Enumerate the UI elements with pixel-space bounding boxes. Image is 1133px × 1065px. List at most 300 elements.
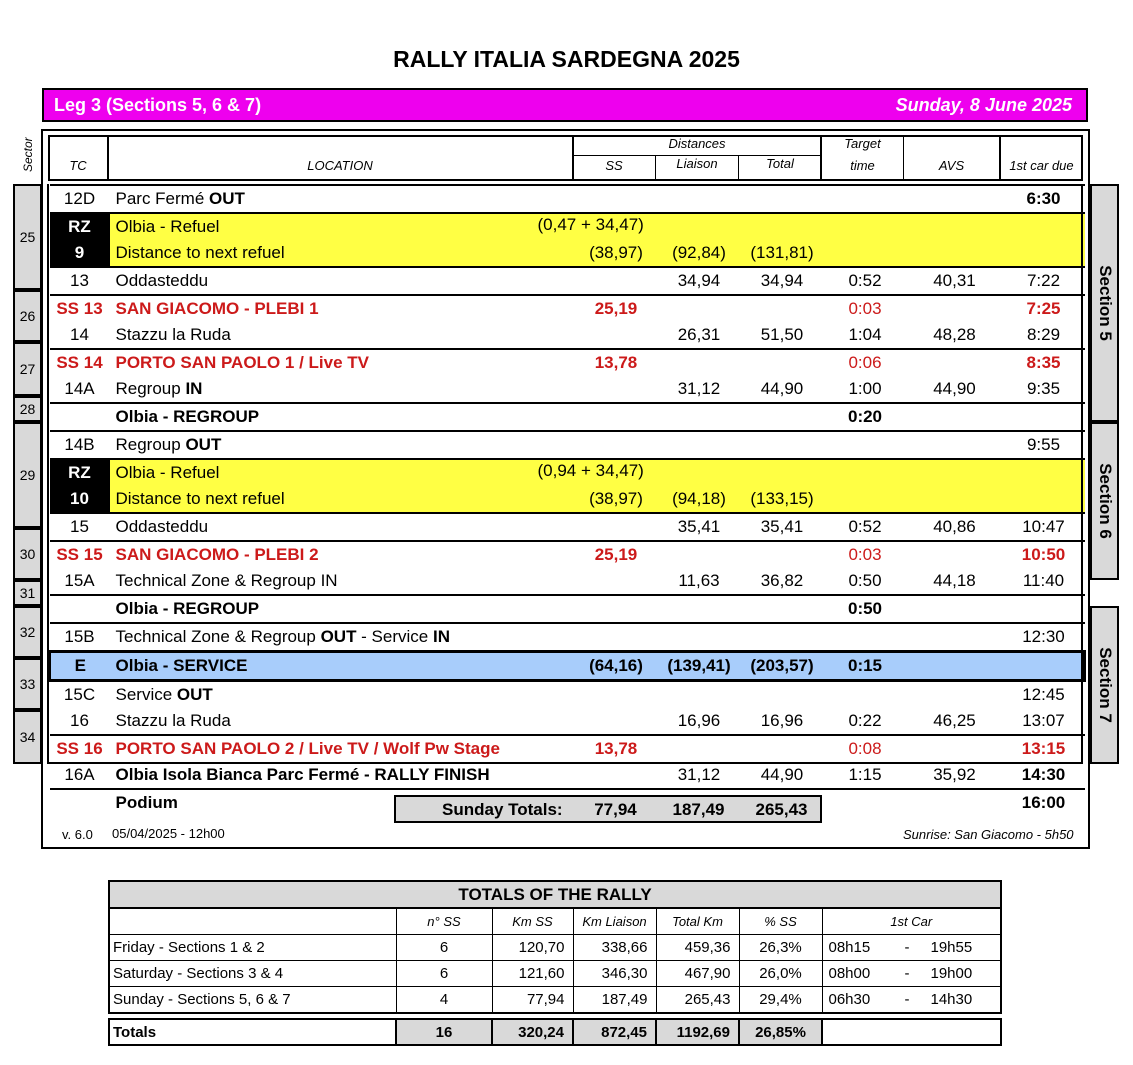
schedule-table xyxy=(48,184,1086,816)
cell-total xyxy=(741,295,824,322)
cell-liaison xyxy=(658,213,741,240)
total-km: 265,43 xyxy=(656,987,739,1014)
cell-first-car xyxy=(1003,459,1085,486)
sunday-totals xyxy=(394,795,822,823)
cell-tc: SS 14 xyxy=(50,349,110,376)
cell-first-car: 9:35 xyxy=(1026,379,1061,398)
cell-total xyxy=(741,735,824,762)
cell-location xyxy=(110,708,575,735)
first-car-window xyxy=(822,961,1001,987)
cell-liaison xyxy=(658,595,741,623)
rally-totals-sum xyxy=(108,1018,1002,1046)
total-km: 467,90 xyxy=(656,961,739,987)
total-header: Total xyxy=(766,156,794,171)
cell-target: 0:06 xyxy=(824,349,907,376)
cell-total xyxy=(741,459,824,486)
km-ss: 120,70 xyxy=(492,935,573,961)
location-bold: OUT xyxy=(185,435,222,454)
cell-target: 0:03 xyxy=(824,541,907,568)
cell-first-car: 8:29 xyxy=(1026,325,1061,344)
cell-liaison: 31,12 xyxy=(677,379,721,398)
table-row xyxy=(50,513,1085,541)
location-text: SAN GIACOMO - PLEBI 1 xyxy=(115,299,319,318)
totals-label: Totals xyxy=(109,1019,396,1045)
first-car-from: 06h30 xyxy=(828,991,871,1008)
sector-26: 26 xyxy=(13,290,42,342)
totals-kmss: 320,24 xyxy=(492,1019,573,1045)
day-label: Friday - Sections 1 & 2 xyxy=(109,935,396,961)
cell-tc: 14A xyxy=(64,379,95,398)
cell-total: 16,96 xyxy=(760,711,804,730)
cell-total xyxy=(741,541,824,568)
table-row xyxy=(50,568,1085,595)
cell-target: 1:15 xyxy=(848,765,882,784)
cell-avs xyxy=(907,789,1003,816)
cell-tc: 10 xyxy=(50,486,110,513)
cell-target: 1:04 xyxy=(848,325,882,344)
cell-ss xyxy=(575,681,658,709)
cell-ss: 13,78 xyxy=(575,349,658,376)
cell-avs xyxy=(907,403,1003,431)
cell-total: 34,94 xyxy=(741,267,824,295)
cell-liaison: 11,63 xyxy=(678,571,720,590)
col-nss: n° SS xyxy=(396,908,492,935)
first-car-dash: - xyxy=(904,965,910,982)
cell-location xyxy=(110,595,575,623)
cell-total xyxy=(741,431,824,459)
cell-ss: (38,97) xyxy=(575,240,658,267)
cell-tc: RZ xyxy=(50,459,110,486)
cell-target xyxy=(824,459,907,486)
pct-ss: 26,3% xyxy=(739,935,822,961)
cell-tc: 16 xyxy=(70,711,89,730)
n-ss: 4 xyxy=(396,987,492,1014)
cell-target xyxy=(824,213,907,240)
cell-liaison xyxy=(658,431,741,459)
location-bold: IN xyxy=(432,627,450,646)
table-row xyxy=(109,961,1001,987)
cell-target xyxy=(824,240,907,267)
cell-target: 0:03 xyxy=(824,295,907,322)
cell-first-car: 8:35 xyxy=(1003,349,1085,376)
first-car-dash: - xyxy=(904,991,910,1008)
sunrise: Sunrise: San Giacomo - 5h50 xyxy=(903,827,1074,842)
cell-total: 36,82 xyxy=(760,571,804,590)
cell-ss: 13,78 xyxy=(575,735,658,762)
table-row xyxy=(109,987,1001,1014)
cell-liaison xyxy=(658,459,741,486)
table-row xyxy=(50,267,1085,295)
table-row xyxy=(50,762,1085,789)
cell-total: (203,57) xyxy=(741,652,824,681)
cell-location xyxy=(110,376,575,403)
cell-avs xyxy=(907,541,1003,568)
location-text: Stazzu la Ruda xyxy=(115,325,231,344)
cell-avs: 44,18 xyxy=(933,571,976,590)
location-text: PORTO SAN PAOLO 2 / Live TV / Wolf Pw Stage xyxy=(115,739,500,758)
cell-total xyxy=(741,681,824,709)
cell-tc: 9 xyxy=(50,240,110,267)
location-text: Technical Zone & Regroup xyxy=(115,627,321,646)
cell-avs xyxy=(907,486,1003,513)
cell-tc: 15B xyxy=(50,623,110,652)
table-row xyxy=(50,349,1085,376)
col-pct: % SS xyxy=(739,908,822,935)
cell-total: (133,15) xyxy=(741,486,824,513)
cell-ss xyxy=(575,595,658,623)
cell-target xyxy=(824,486,907,513)
first-car-to: 14h30 xyxy=(930,991,973,1008)
cell-tc xyxy=(50,595,110,623)
cell-liaison xyxy=(658,735,741,762)
table-row xyxy=(50,623,1085,652)
cell-target: 0:20 xyxy=(824,403,907,431)
version-date: 05/04/2025 - 12h00 xyxy=(112,826,225,841)
location-text: Regroup xyxy=(115,379,186,398)
location-text: Technical Zone & Regroup IN xyxy=(115,571,338,590)
cell-first-car: 13:15 xyxy=(1003,735,1085,762)
first-car-from: 08h15 xyxy=(828,939,871,956)
cell-first-car xyxy=(1003,486,1085,513)
rally-totals-table xyxy=(108,880,1002,1014)
cell-first-car xyxy=(1003,213,1085,240)
day-label: Sunday - Sections 5, 6 & 7 xyxy=(109,987,396,1014)
cell-tc: 16A xyxy=(64,765,95,784)
location-text: Distance to next refuel xyxy=(115,243,285,262)
cell-tc: SS 13 xyxy=(50,295,110,322)
refuel-distances: (0,47 + 34,47) xyxy=(537,215,644,234)
cell-avs xyxy=(907,431,1003,459)
cell-avs: 40,86 xyxy=(907,513,1003,541)
location-text: Service xyxy=(115,685,177,704)
cell-liaison xyxy=(658,185,741,213)
sunday-totals-ss: 77,94 xyxy=(594,800,637,819)
target-header-2: time xyxy=(850,158,875,173)
cell-ss xyxy=(575,568,658,595)
version: v. 6.0 xyxy=(62,827,93,842)
cell-first-car: 6:30 xyxy=(1003,185,1085,213)
cell-tc: 15C xyxy=(50,681,110,709)
cell-liaison xyxy=(658,349,741,376)
location-text: Olbia - Refuel xyxy=(115,463,220,482)
table-row xyxy=(50,403,1085,431)
cell-ss: (38,97) xyxy=(575,486,658,513)
cell-tc: 13 xyxy=(50,267,110,295)
first-car-dash: - xyxy=(904,939,910,956)
table-row xyxy=(50,708,1085,735)
tc-header: TC xyxy=(69,158,87,173)
location-text: Regroup xyxy=(115,435,186,454)
location-text: SAN GIACOMO - PLEBI 2 xyxy=(115,545,319,564)
km-ss: 77,94 xyxy=(492,987,573,1014)
cell-liaison: 31,12 xyxy=(677,765,721,784)
location-text: Olbia Isola Bianca Parc Fermé - RALLY FINISH xyxy=(115,765,490,784)
cell-liaison xyxy=(658,623,741,652)
cell-first-car: 16:00 xyxy=(1003,789,1085,816)
pct-ss: 29,4% xyxy=(739,987,822,1014)
cell-target: 0:08 xyxy=(824,735,907,762)
cell-ss xyxy=(575,708,658,735)
cell-location xyxy=(110,213,644,240)
cell-first-car: 7:22 xyxy=(1003,267,1085,295)
cell-avs: 44,90 xyxy=(933,379,976,398)
cell-total xyxy=(741,403,824,431)
location-bold: IN xyxy=(185,379,203,398)
cell-first-car: 13:07 xyxy=(1022,711,1065,730)
cell-ss xyxy=(575,376,658,403)
location-text: Stazzu la Ruda xyxy=(115,711,231,730)
cell-target: 0:50 xyxy=(848,571,882,590)
location-header: LOCATION xyxy=(307,158,373,173)
cell-tc: RZ xyxy=(50,213,110,240)
cell-avs xyxy=(907,623,1003,652)
leg-date: Sunday, 8 June 2025 xyxy=(895,95,1072,115)
first-car-window xyxy=(822,987,1001,1014)
cell-location xyxy=(110,735,575,762)
refuel-distances: (0,94 + 34,47) xyxy=(537,461,644,480)
table-row xyxy=(50,376,1085,403)
distances-header: Distances xyxy=(668,136,726,151)
km-liaison: 346,30 xyxy=(573,961,656,987)
table-row xyxy=(50,213,1085,240)
cell-location xyxy=(110,349,575,376)
cell-liaison: (139,41) xyxy=(658,652,741,681)
page-title: RALLY ITALIA SARDEGNA 2025 xyxy=(393,46,740,72)
cell-location xyxy=(110,185,575,213)
cell-avs: 40,31 xyxy=(907,267,1003,295)
cell-tc xyxy=(50,403,110,431)
cell-liaison: (94,18) xyxy=(658,486,741,513)
section-6: Section 6 xyxy=(1090,422,1119,580)
ss-header: SS xyxy=(605,158,623,173)
cell-first-car: 10:47 xyxy=(1003,513,1085,541)
cell-avs xyxy=(907,240,1003,267)
sunday-totals-liaison: 187,49 xyxy=(672,800,725,819)
cell-total: 51,50 xyxy=(760,325,804,344)
sector-31: 31 xyxy=(13,580,42,606)
table-row xyxy=(50,595,1085,623)
cell-tc: 12D xyxy=(50,185,110,213)
first-car-to: 19h55 xyxy=(930,939,973,956)
totals-pct: 26,85% xyxy=(739,1019,822,1045)
cell-total xyxy=(741,349,824,376)
totals-nss: 16 xyxy=(396,1019,492,1045)
avs-header: AVS xyxy=(938,158,965,173)
table-row xyxy=(109,935,1001,961)
location-text: Olbia - SERVICE xyxy=(115,656,248,675)
cell-total: 44,90 xyxy=(760,765,804,784)
location-text: Oddasteddu xyxy=(115,271,209,290)
col-firstcar: 1st Car xyxy=(822,908,1001,935)
cell-target: 0:50 xyxy=(824,595,907,623)
cell-target: 1:00 xyxy=(848,379,882,398)
sector-header: Sector xyxy=(21,137,35,172)
cell-first-car xyxy=(1003,595,1085,623)
cell-ss: 25,19 xyxy=(575,541,658,568)
location-text: - Service xyxy=(356,627,433,646)
cell-target xyxy=(824,431,907,459)
location-text: Olbia - REGROUP xyxy=(115,599,260,618)
cell-liaison: 16,96 xyxy=(677,711,721,730)
cell-total xyxy=(741,595,824,623)
cell-total: 35,41 xyxy=(741,513,824,541)
sector-27: 27 xyxy=(13,342,42,396)
cell-target: 0:22 xyxy=(848,711,882,730)
cell-ss xyxy=(575,267,658,295)
cell-location xyxy=(110,623,575,652)
km-liaison: 187,49 xyxy=(573,987,656,1014)
sunday-totals-label: Sunday Totals: xyxy=(442,800,563,819)
sector-30: 30 xyxy=(13,528,42,580)
location-bold: OUT xyxy=(176,685,213,704)
col-kml: Km Liaison xyxy=(573,908,656,935)
cell-liaison: 34,94 xyxy=(658,267,741,295)
pct-ss: 26,0% xyxy=(739,961,822,987)
location-bold: OUT xyxy=(320,627,357,646)
cell-location xyxy=(110,681,575,709)
cell-location xyxy=(110,322,575,349)
table-row xyxy=(50,459,1085,486)
cell-target xyxy=(824,681,907,709)
cell-location xyxy=(110,541,575,568)
first-car-from: 08h00 xyxy=(828,965,871,982)
location-text: Parc Fermé xyxy=(115,189,210,208)
cell-location xyxy=(110,486,575,513)
location-text: Distance to next refuel xyxy=(115,489,285,508)
km-liaison: 338,66 xyxy=(573,935,656,961)
cell-first-car: 10:50 xyxy=(1003,541,1085,568)
cell-location xyxy=(110,431,575,459)
cell-ss: (64,16) xyxy=(575,652,658,681)
sector-34: 34 xyxy=(13,710,42,764)
leg-label: Leg 3 (Sections 5, 6 & 7) xyxy=(54,95,262,115)
location-text: Podium xyxy=(115,793,178,812)
sector-33: 33 xyxy=(13,658,42,710)
cell-liaison: 26,31 xyxy=(677,325,721,344)
cell-avs: 35,92 xyxy=(933,765,976,784)
cell-tc: 15A xyxy=(64,571,95,590)
cell-target xyxy=(824,185,907,213)
totals-tot: 1192,69 xyxy=(656,1019,739,1045)
target-header-1: Target xyxy=(844,136,881,151)
sector-32: 32 xyxy=(13,606,42,658)
location-text: Oddasteddu xyxy=(115,517,209,536)
cell-ss xyxy=(575,185,658,213)
cell-total xyxy=(741,623,824,652)
cell-avs: 46,25 xyxy=(933,711,976,730)
table-row xyxy=(50,322,1085,349)
cell-location xyxy=(110,240,575,267)
cell-avs xyxy=(907,735,1003,762)
sector-28: 28 xyxy=(13,396,42,422)
cell-first-car: 7:25 xyxy=(1003,295,1085,322)
cell-location xyxy=(110,295,575,322)
table-row xyxy=(50,240,1085,267)
table-right-border xyxy=(1081,184,1083,764)
location-text: Olbia - REGROUP xyxy=(115,407,260,426)
first-car-window xyxy=(822,935,1001,961)
cell-target: 0:52 xyxy=(824,267,907,295)
cell-tc: 15 xyxy=(50,513,110,541)
cell-location xyxy=(110,267,575,295)
cell-liaison xyxy=(658,295,741,322)
totals-kml: 872,45 xyxy=(573,1019,656,1045)
cell-avs: 48,28 xyxy=(933,325,976,344)
liaison-header: Liaison xyxy=(676,156,718,171)
cell-tc: E xyxy=(50,652,110,681)
col-totkm: Total Km xyxy=(656,908,739,935)
cell-first-car: 14:30 xyxy=(1021,765,1066,784)
table-row xyxy=(50,486,1085,513)
cell-liaison: (92,84) xyxy=(658,240,741,267)
cell-avs xyxy=(907,459,1003,486)
first-car-header: 1st car due xyxy=(1009,158,1074,173)
cell-avs xyxy=(907,185,1003,213)
cell-avs xyxy=(907,681,1003,709)
day-label: Saturday - Sections 3 & 4 xyxy=(109,961,396,987)
cell-total: (131,81) xyxy=(741,240,824,267)
sector-29: 29 xyxy=(13,422,42,528)
cell-tc: 14 xyxy=(70,325,89,344)
cell-liaison: 35,41 xyxy=(658,513,741,541)
cell-tc: SS 15 xyxy=(50,541,110,568)
cell-ss: 25,19 xyxy=(575,295,658,322)
cell-location xyxy=(110,762,575,789)
cell-total xyxy=(741,185,824,213)
cell-ss xyxy=(575,513,658,541)
table-left-border xyxy=(47,184,49,764)
cell-liaison xyxy=(658,681,741,709)
table-bottom-border xyxy=(47,762,1083,764)
location-text: PORTO SAN PAOLO 1 / Live TV xyxy=(115,353,369,372)
cell-ss xyxy=(575,623,658,652)
sunday-totals-total: 265,43 xyxy=(755,800,808,819)
cell-target xyxy=(824,623,907,652)
cell-target: 0:15 xyxy=(824,652,907,681)
cell-avs xyxy=(907,595,1003,623)
leg-bar xyxy=(42,88,1088,122)
cell-ss xyxy=(575,762,658,789)
n-ss: 6 xyxy=(396,961,492,987)
cell-location xyxy=(110,568,575,595)
table-row xyxy=(50,681,1085,709)
cell-tc xyxy=(50,789,110,816)
section-5: Section 5 xyxy=(1090,184,1119,422)
location-text: Olbia - Refuel xyxy=(115,217,220,236)
table-row xyxy=(50,541,1085,568)
col-kmss: Km SS xyxy=(492,908,573,935)
cell-total: 44,90 xyxy=(760,379,804,398)
table-row xyxy=(50,185,1085,213)
table-row xyxy=(50,431,1085,459)
first-car-to: 19h00 xyxy=(930,965,973,982)
n-ss: 6 xyxy=(396,935,492,961)
cell-avs xyxy=(907,349,1003,376)
cell-location xyxy=(110,459,644,486)
rally-totals-title: TOTALS OF THE RALLY xyxy=(109,881,1001,908)
cell-first-car: 11:40 xyxy=(1022,571,1065,590)
cell-avs xyxy=(907,295,1003,322)
cell-tc: SS 16 xyxy=(50,735,110,762)
table-row xyxy=(50,652,1085,681)
cell-first-car: 12:30 xyxy=(1003,623,1085,652)
cell-ss xyxy=(575,431,658,459)
total-km: 459,36 xyxy=(656,935,739,961)
sector-25: 25 xyxy=(13,184,42,290)
cell-first-car xyxy=(1003,240,1085,267)
cell-tc: 14B xyxy=(50,431,110,459)
cell-ss xyxy=(575,322,658,349)
